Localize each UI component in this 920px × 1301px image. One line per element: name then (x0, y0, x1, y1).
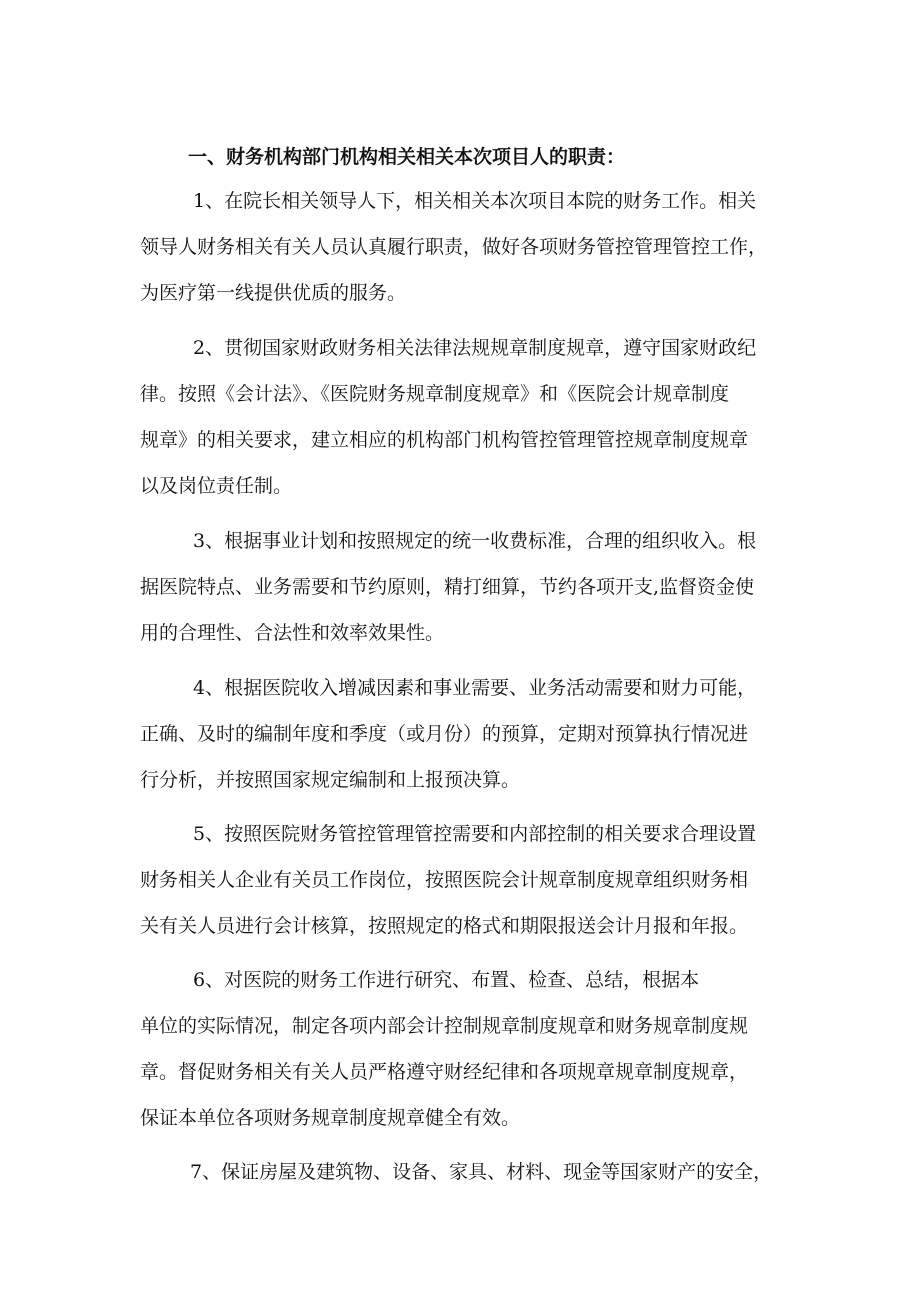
paragraph-3-line-2: 据医院特点、业务需要和节约原则，精打细算，节约各项开支,监督资金使 (140, 576, 755, 598)
paragraph-5-line-1: 5、按照医院财务管控管理管控需要和内部控制的相关要求合理设置 (193, 823, 757, 845)
section-heading: 一、财务机构部门机构相关相关本次项目人的职责： (188, 146, 626, 168)
paragraph-2-line-2: 律。按照《会计法》、《医院财务规章制度规章》和《医院会计规章制度 (140, 383, 730, 405)
paragraph-3-line-1: 3、根据事业计划和按照规定的统一收费标准，合理的组织收入。根 (193, 530, 757, 552)
paragraph-6-line-1: 6、对医院的财务工作进行研究、布置、检查、总结，根据本 (193, 969, 700, 991)
paragraph-5-line-3: 关有关人员进行会计核算，按照规定的格式和期限报送会计月报和年报。 (140, 915, 749, 937)
paragraph-2-line-4: 以及岗位责任制。 (140, 475, 293, 497)
paragraph-4-line-2: 正确、及时的编制年度和季度（或月份）的预算，定期对预算执行情况进 (140, 723, 749, 745)
paragraph-6-line-4: 保证本单位各项财务规章制度规章健全有效。 (140, 1107, 521, 1129)
paragraph-1-line-1: 1、在院长相关领导人下，相关相关本次项目本院的财务工作。相关 (193, 190, 757, 212)
paragraph-1-line-3: 为医疗第一线提供优质的服务。 (140, 282, 407, 304)
paragraph-1-line-2: 领导人财务相关有关人员认真履行职责，做好各项财务管控管理管控工作， (140, 236, 768, 258)
paragraph-2-line-3: 规章》的相关要求，建立相应的机构部门机构管控管理管控规章制度规章 (140, 429, 749, 451)
paragraph-4-line-1: 4、根据医院收入增减因素和事业需要、业务活动需要和财力可能， (193, 677, 757, 699)
paragraph-6-line-3: 章。督促财务相关有关人员严格遵守财经纪律和各项规章规章制度规章， (140, 1061, 749, 1083)
paragraph-3-line-3: 用的合理性、合法性和效率效果性。 (140, 622, 445, 644)
paragraph-4-line-3: 行分析，并按照国家规定编制和上报预决算。 (140, 769, 521, 791)
paragraph-7-line-1: 7、保证房屋及建筑物、设备、家具、材料、现金等国家财产的安全， (190, 1161, 773, 1183)
paragraph-5-line-2: 财务相关人企业有关员工作岗位，按照医院会计规章制度规章组织财务相 (140, 869, 749, 891)
paragraph-6-line-2: 单位的实际情况，制定各项内部会计控制规章制度规章和财务规章制度规 (140, 1015, 749, 1037)
paragraph-2-line-1: 2、贯彻国家财政财务相关法律法规规章制度规章，遵守国家财政纪 (193, 337, 757, 359)
